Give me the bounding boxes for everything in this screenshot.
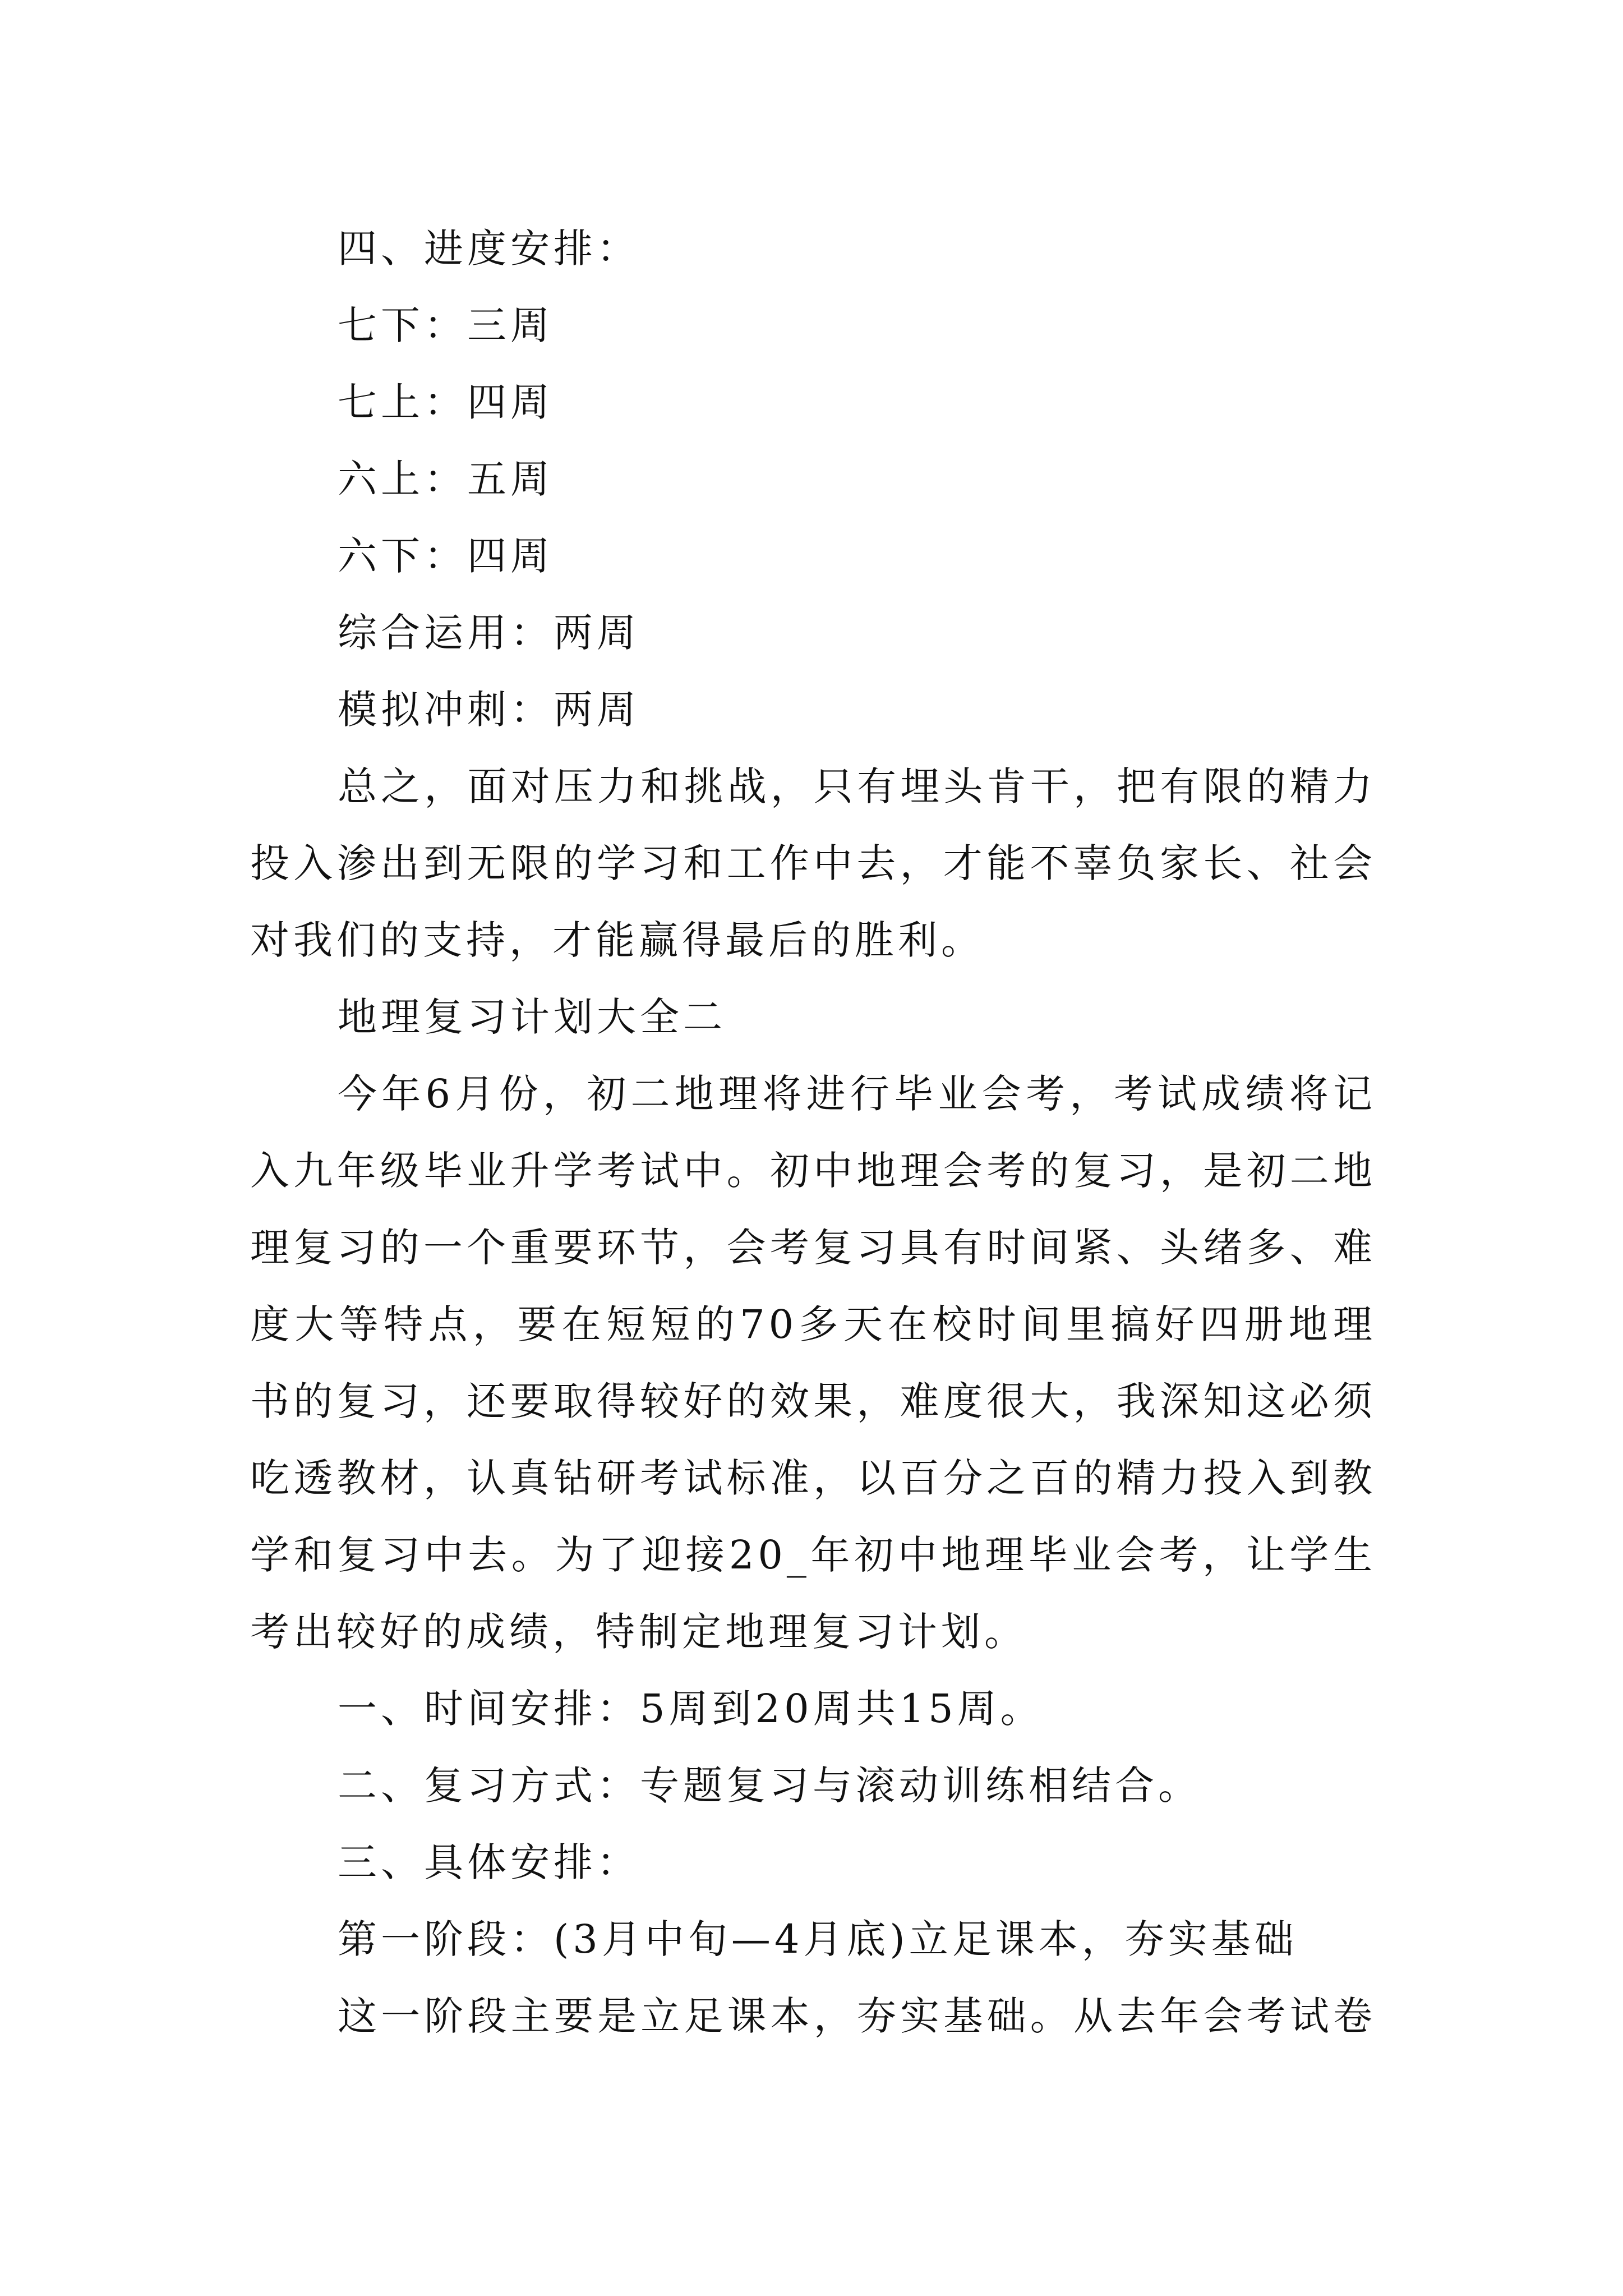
schedule-item: 六下：四周 xyxy=(338,533,554,579)
plan-item: 一、时间安排：5周到20周共15周。 xyxy=(338,1686,1044,1732)
document-subtitle: 地理复习计划大全二 xyxy=(338,994,726,1040)
schedule-item: 模拟冲刺：两周 xyxy=(338,687,640,733)
section-heading: 四、进度安排： xyxy=(338,226,640,272)
paragraph-line: 理复习的一个重要环节，会考复习具有时间紧、头绪多、难 xyxy=(250,1225,1376,1271)
paragraph-line: 度大等特点，要在短短的70多天在校时间里搞好四册地理 xyxy=(250,1301,1376,1347)
paragraph-line: 学和复习中去。为了迎接20_年初中地理毕业会考，让学生 xyxy=(250,1532,1376,1578)
document-body xyxy=(250,210,1376,2055)
schedule-item: 七上：四周 xyxy=(338,379,554,425)
paragraph-line: 书的复习，还要取得较好的效果，难度很大，我深知这必须 xyxy=(250,1378,1376,1424)
schedule-item: 七下：三周 xyxy=(338,302,554,348)
paragraph-line: 对我们的支持，才能赢得最后的胜利。 xyxy=(250,917,984,963)
plan-item: 二、复习方式：专题复习与滚动训练相结合。 xyxy=(338,1763,1201,1809)
paragraph-line: 吃透教材，认真钻研考试标准，以百分之百的精力投入到教 xyxy=(250,1455,1376,1501)
paragraph-line: 总之，面对压力和挑战，只有埋头肯干，把有限的精力 xyxy=(338,763,1376,809)
paragraph-line: 今年6月份，初二地理将进行毕业会考，考试成绩将记 xyxy=(338,1071,1376,1117)
paragraph-line: 这一阶段主要是立足课本，夯实基础。从去年会考试卷 xyxy=(338,1993,1376,2039)
schedule-item: 六上：五周 xyxy=(338,456,554,502)
paragraph-line: 考出较好的成绩，特制定地理复习计划。 xyxy=(250,1609,1027,1655)
stage-heading: 第一阶段：(3月中旬—4月底)立足课本，夯实基础 xyxy=(338,1916,1298,1962)
paragraph-line: 投入渗出到无限的学习和工作中去，才能不辜负家长、社会 xyxy=(250,840,1376,886)
paragraph-line: 入九年级毕业升学考试中。初中地理会考的复习，是初二地 xyxy=(250,1148,1376,1194)
schedule-item: 综合运用：两周 xyxy=(338,610,640,656)
plan-item: 三、具体安排： xyxy=(338,1839,640,1885)
